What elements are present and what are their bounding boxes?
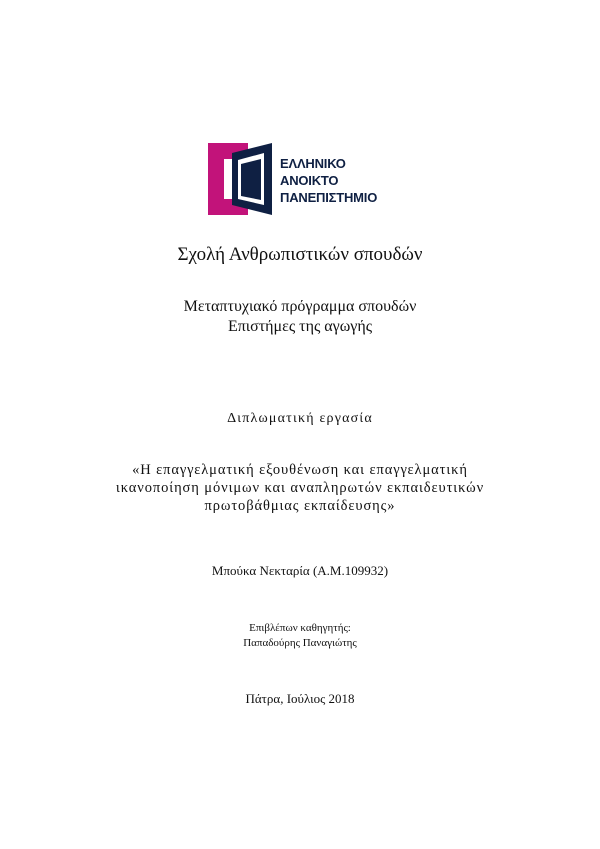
- supervisor-label: Επιβλέπων καθηγητής:: [249, 622, 351, 634]
- thesis-title-line: πρωτοβάθμιας εκπαίδευσης»: [204, 498, 396, 514]
- thesis-title-line: ικανοποίηση μόνιμων και αναπληρωτών εκπαιδευτικών: [115, 480, 485, 496]
- university-logo: [208, 143, 398, 215]
- university-logo-icon: [208, 143, 278, 215]
- program-field: Επιστήμες της αγωγής: [227, 318, 373, 335]
- logo-text-line: ΑΝΟΙΚΤΟ: [280, 173, 339, 188]
- author-name: Μπούκα Νεκταρία (Α.Μ.109932): [211, 563, 389, 578]
- school-name: Σχολή Ανθρωπιστικών σπουδών: [177, 244, 423, 265]
- thesis-title: [0, 461, 600, 515]
- supervisor-block: [0, 621, 600, 651]
- supervisor-name: Παπαδούρης Παναγιώτης: [243, 637, 357, 649]
- program-title: [0, 297, 600, 337]
- thesis-type: Διπλωματική εργασία: [227, 411, 373, 426]
- logo-text-line: ΠΑΝΕΠΙΣΤΗΜΙΟ: [280, 190, 378, 205]
- logo-text-line: ΕΛΛΗΝΙΚΟ: [280, 156, 346, 171]
- thesis-title-line: «Η επαγγελματική εξουθένωση και επαγγελματική: [132, 462, 468, 478]
- place-date: Πάτρα, Ιούλιος 2018: [245, 691, 355, 706]
- logo-wordmark: [280, 155, 377, 206]
- program-name: Μεταπτυχιακό πρόγραμμα σπουδών: [183, 298, 417, 315]
